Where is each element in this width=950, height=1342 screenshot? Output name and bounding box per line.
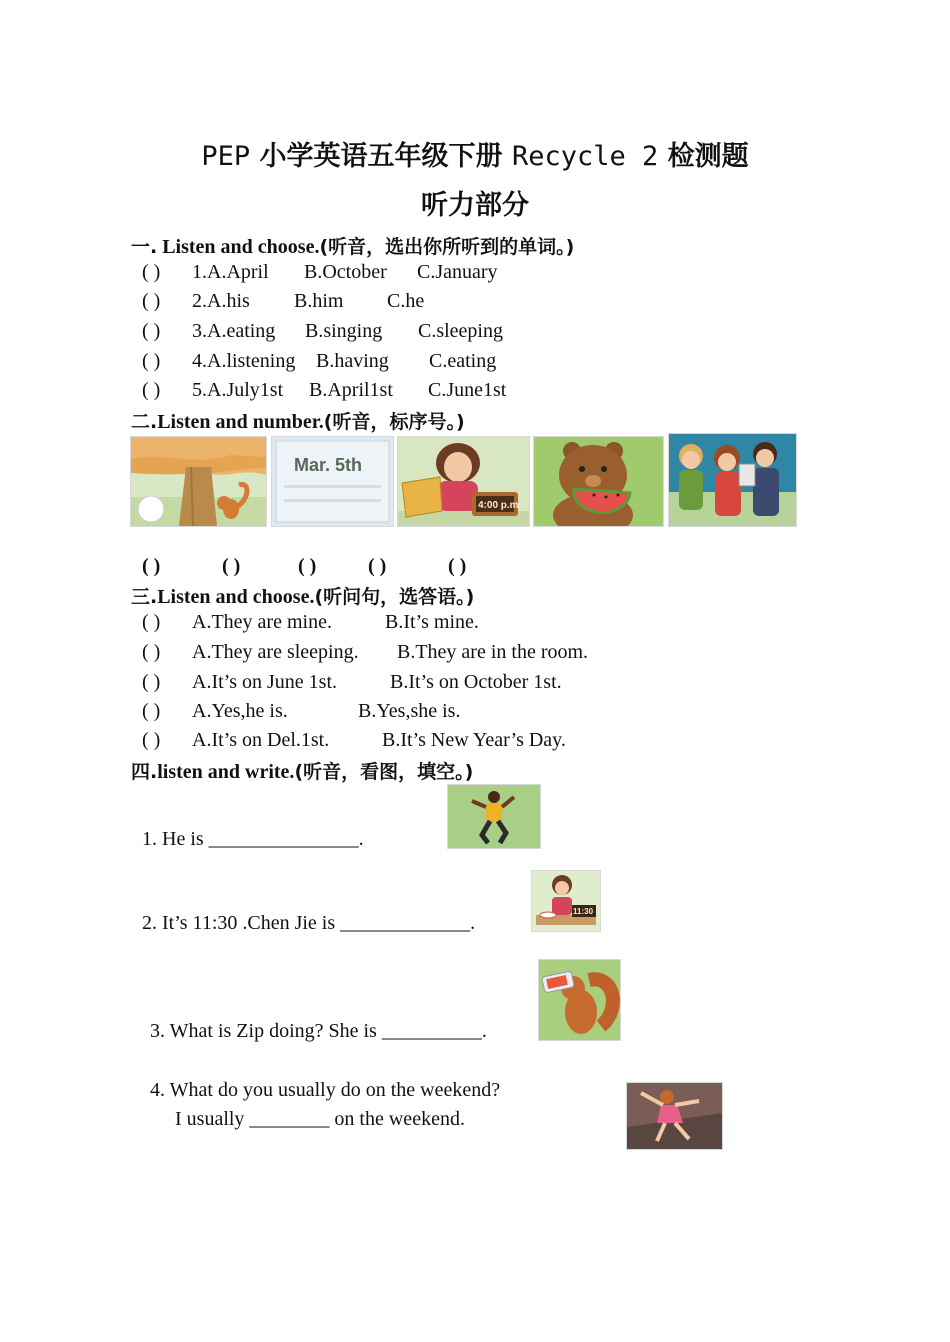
number-blank[interactable]: ( ) bbox=[222, 555, 241, 577]
answer-paren[interactable]: ( ) bbox=[142, 379, 161, 401]
number-blank[interactable]: ( ) bbox=[448, 555, 467, 577]
number-blank[interactable]: ( ) bbox=[142, 555, 161, 577]
option-a: 2.A.his bbox=[192, 290, 250, 312]
tree-squirrel-image bbox=[130, 436, 267, 527]
girl-reading-clock-image bbox=[397, 436, 530, 527]
calendar-date-image bbox=[271, 436, 394, 527]
answer-paren[interactable]: ( ) bbox=[142, 320, 161, 342]
section3-heading: 三.Listen and choose.(听问句，选答语。) bbox=[131, 586, 475, 608]
clock-1130-text: 11:30 bbox=[573, 907, 594, 916]
answer-paren[interactable]: ( ) bbox=[142, 671, 161, 693]
write-question-1: 1. He is _______________. bbox=[142, 828, 364, 850]
option-a: 1.A.April bbox=[192, 261, 269, 283]
option-c: C.sleeping bbox=[418, 320, 503, 342]
section2-heading: 二.Listen and number.(听音，标序号。) bbox=[131, 411, 465, 433]
boy-jumping-image bbox=[447, 784, 541, 849]
bear-eating-watermelon-image bbox=[533, 436, 664, 527]
write-question-4: 4. What do you usually do on the weekend? bbox=[150, 1079, 501, 1101]
option-a: 3.A.eating bbox=[192, 320, 276, 342]
option-b: B.having bbox=[316, 350, 389, 372]
answer-paren[interactable]: ( ) bbox=[142, 729, 161, 751]
clock-time-text: 4:00 p.m. bbox=[478, 500, 522, 511]
option-a: 4.A.listening bbox=[192, 350, 296, 372]
section1-heading: 一. Listen and choose.(听音，选出你所听到的单词。) bbox=[131, 236, 575, 258]
option-c: C.eating bbox=[429, 350, 497, 372]
option-b: B.April1st bbox=[309, 379, 393, 401]
option-c: C.June1st bbox=[428, 379, 507, 401]
option-c: C.January bbox=[417, 261, 498, 283]
option-b: B.him bbox=[294, 290, 344, 312]
option-b: B.Yes,she is. bbox=[358, 700, 461, 722]
option-b: B.It’s mine. bbox=[385, 611, 479, 633]
write-question-4-answer: I usually ________ on the weekend. bbox=[175, 1108, 465, 1130]
answer-paren[interactable]: ( ) bbox=[142, 261, 161, 283]
section4-heading: 四.listen and write.(听音，看图，填空。) bbox=[131, 761, 474, 783]
answer-paren[interactable]: ( ) bbox=[142, 350, 161, 372]
option-a: A.It’s on June 1st. bbox=[192, 671, 337, 693]
squirrel-drinking-image bbox=[538, 959, 621, 1041]
write-question-2: 2. It’s 11:30 .Chen Jie is _____________. bbox=[142, 912, 476, 934]
option-b: B.It’s on October 1st. bbox=[390, 671, 562, 693]
answer-paren[interactable]: ( ) bbox=[142, 611, 161, 633]
write-question-3: 3. What is Zip doing? She is __________. bbox=[150, 1020, 487, 1042]
number-blank[interactable]: ( ) bbox=[298, 555, 317, 577]
option-a: 5.A.July1st bbox=[192, 379, 284, 401]
page-title: PEP 小学英语五年级下册 Recycle 2 检测题 bbox=[201, 141, 749, 172]
answer-paren[interactable]: ( ) bbox=[142, 700, 161, 722]
number-blank[interactable]: ( ) bbox=[368, 555, 387, 577]
kids-group-image bbox=[668, 433, 797, 527]
answer-paren[interactable]: ( ) bbox=[142, 290, 161, 312]
answer-paren[interactable]: ( ) bbox=[142, 641, 161, 663]
option-a: A.It’s on Del.1st. bbox=[192, 729, 330, 751]
girl-dancing-image bbox=[626, 1082, 723, 1150]
option-b: B.They are in the room. bbox=[397, 641, 589, 663]
option-a: A.Yes,he is. bbox=[192, 700, 288, 722]
option-a: A.They are mine. bbox=[192, 611, 332, 633]
option-a: A.They are sleeping. bbox=[192, 641, 359, 663]
page-subtitle: 听力部分 bbox=[421, 190, 529, 221]
option-c: C.he bbox=[387, 290, 425, 312]
option-b: B.singing bbox=[305, 320, 383, 342]
girl-eating-clock-image bbox=[531, 870, 601, 932]
calendar-date-text: Mar. 5th bbox=[294, 455, 363, 475]
option-b: B.It’s New Year’s Day. bbox=[382, 729, 566, 751]
option-b: B.October bbox=[304, 261, 387, 283]
